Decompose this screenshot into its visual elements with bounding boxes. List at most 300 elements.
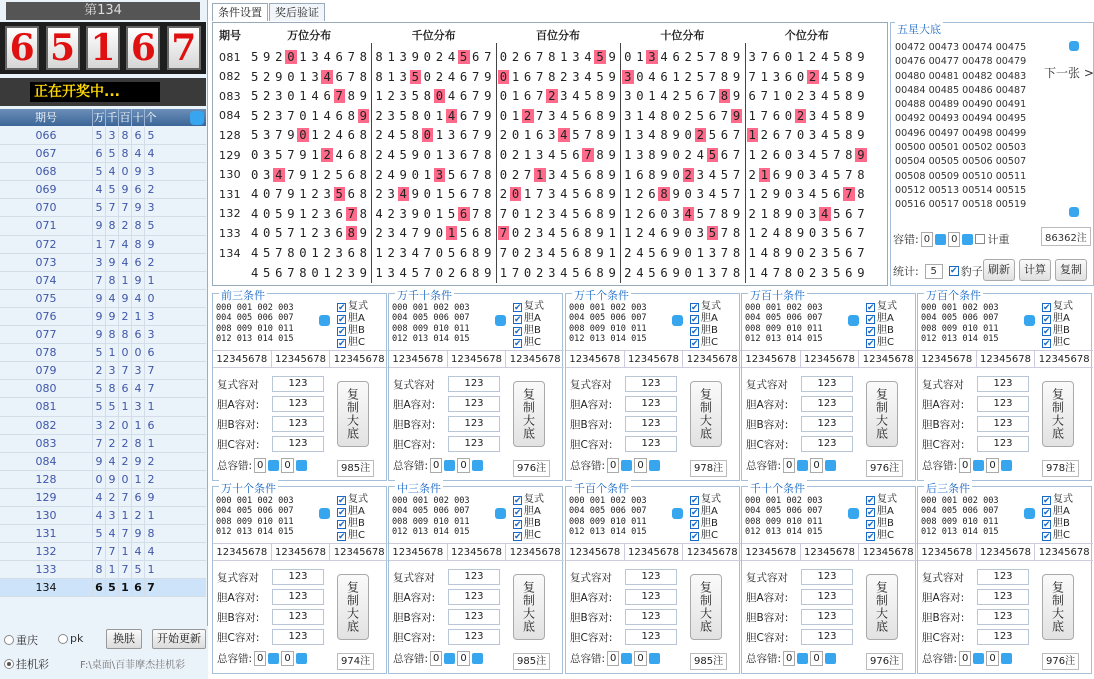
digit-field[interactable]: 12345678: [1038, 547, 1090, 558]
checkbox-icon[interactable]: ✔: [867, 507, 875, 518]
distribution-digit: 7: [772, 265, 781, 280]
history-row[interactable]: [0, 471, 206, 489]
history-period: 075: [35, 291, 57, 305]
digit-field[interactable]: 12345678: [389, 351, 448, 367]
checkbox-icon[interactable]: ✔: [514, 326, 522, 337]
panel-check-item[interactable]: [690, 301, 721, 313]
leopard-checkbox[interactable]: ✔: [949, 266, 958, 276]
total-select-a[interactable]: 0: [607, 651, 619, 666]
dropdown-arrow-icon[interactable]: [649, 653, 660, 664]
tolerance-input[interactable]: 123: [801, 609, 853, 625]
checkbox-icon[interactable]: ✔: [338, 495, 346, 506]
history-digit: 2: [105, 489, 118, 506]
radio-guaji[interactable]: [4, 656, 49, 672]
digit-field[interactable]: 12345678: [333, 547, 385, 558]
tolerance-input[interactable]: 123: [977, 629, 1029, 645]
total-select-b[interactable]: 0: [810, 651, 822, 666]
distribution-digit: 6: [535, 128, 544, 143]
panel-number-list[interactable]: [921, 303, 1031, 345]
copy-button[interactable]: 复制: [1055, 259, 1087, 281]
panel-check-item[interactable]: [1042, 337, 1073, 349]
panel-check-item[interactable]: [690, 506, 721, 518]
digit-field[interactable]: 12345678: [686, 354, 738, 365]
history-row[interactable]: [0, 272, 206, 290]
distribution-digit: 6: [672, 50, 681, 64]
dropdown-arrow-icon[interactable]: [797, 653, 808, 664]
copy-base-button[interactable]: 复制大底: [690, 381, 722, 447]
history-row[interactable]: [0, 525, 206, 543]
panel-number-list[interactable]: [921, 496, 1031, 538]
copy-base-button[interactable]: 复制大底: [690, 574, 722, 640]
panel-check-item[interactable]: [513, 313, 544, 325]
skin-button[interactable]: 换肤: [106, 629, 142, 649]
dropdown-arrow-icon[interactable]: [973, 653, 984, 664]
digit-field[interactable]: 12345678: [333, 354, 385, 365]
copy-base-button[interactable]: 复制大底: [513, 574, 545, 640]
tolerance-input[interactable]: 123: [625, 396, 677, 412]
panel-check-item[interactable]: [690, 313, 721, 325]
checkbox-icon[interactable]: ✔: [1043, 519, 1051, 530]
dropdown-arrow-icon[interactable]: [1001, 653, 1012, 664]
start-update-button[interactable]: 开始更新: [152, 629, 206, 649]
digit-field[interactable]: 12345678: [448, 544, 507, 560]
panel-scroll-icon[interactable]: [495, 508, 506, 519]
total-select-b[interactable]: 0: [810, 458, 822, 473]
distribution-digit: 6: [459, 265, 468, 280]
tolerance-input[interactable]: 123: [977, 589, 1029, 605]
history-row[interactable]: [0, 398, 206, 416]
panel-check-item[interactable]: [1042, 325, 1073, 337]
copy-base-button[interactable]: 复制大底: [866, 574, 898, 640]
digit-field[interactable]: 12345678: [742, 544, 801, 560]
copy-base-button[interactable]: 复制大底: [866, 381, 898, 447]
tolerance-input[interactable]: 123: [977, 609, 1029, 625]
tolerance-input[interactable]: 123: [625, 609, 677, 625]
history-row[interactable]: [0, 326, 206, 344]
panel-check-item[interactable]: [337, 337, 368, 349]
next-page-button[interactable]: 下一张 >: [1044, 66, 1094, 80]
checkbox-icon[interactable]: ✔: [1043, 302, 1051, 313]
dropdown-arrow-icon[interactable]: [649, 460, 660, 471]
tolerance-input[interactable]: 123: [448, 376, 500, 392]
checkbox-icon[interactable]: ✔: [1043, 314, 1051, 325]
scroll-up-icon[interactable]: [1069, 41, 1079, 51]
panel-checkboxes: [690, 301, 721, 349]
digit-field[interactable]: 12345678: [1038, 354, 1090, 365]
history-row[interactable]: [0, 579, 206, 597]
panel-check-item[interactable]: [1042, 494, 1073, 506]
panel-scroll-icon[interactable]: [672, 508, 683, 519]
distribution-digit: 9: [484, 89, 492, 104]
copy-base-button[interactable]: 复制大底: [337, 574, 369, 640]
checkbox-icon[interactable]: ✔: [514, 302, 522, 313]
panel-check-item[interactable]: [1042, 313, 1073, 325]
copy-base-button[interactable]: 复制大底: [337, 381, 369, 447]
tolerance-input[interactable]: 123: [448, 436, 500, 452]
digit-field[interactable]: 12345678: [509, 547, 561, 558]
distribution-digit: 8: [784, 226, 793, 241]
tolerance-input[interactable]: 123: [977, 416, 1029, 432]
digit-field[interactable]: 12345678: [213, 544, 272, 560]
panel-check-item[interactable]: [866, 313, 897, 325]
tolerance-select-b[interactable]: 0: [948, 232, 960, 247]
digit-field[interactable]: 12345678: [801, 544, 860, 560]
dropdown-arrow-icon[interactable]: [296, 460, 307, 471]
tolerance-input[interactable]: 123: [801, 436, 853, 452]
checkbox-icon[interactable]: ✔: [867, 338, 875, 349]
tolerance-select-a[interactable]: 0: [921, 232, 933, 247]
history-row[interactable]: [0, 435, 206, 453]
distribution-digit: 9: [275, 69, 283, 84]
dropdown-arrow-icon[interactable]: [621, 653, 632, 664]
total-select-a[interactable]: 0: [254, 458, 266, 473]
digit-field[interactable]: 12345678: [566, 544, 625, 560]
history-header-col: 万: [93, 111, 105, 124]
total-select-b[interactable]: 0: [634, 651, 646, 666]
tolerance-input[interactable]: 123: [977, 376, 1029, 392]
panel-number-list[interactable]: [216, 303, 326, 345]
tolerance-input[interactable]: 123: [448, 396, 500, 412]
radio-chongqing[interactable]: [4, 632, 38, 648]
panel-check-item[interactable]: [513, 325, 544, 337]
total-select-b[interactable]: 0: [281, 651, 293, 666]
checkbox-icon[interactable]: ✔: [514, 531, 522, 542]
dropdown-arrow-icon[interactable]: [935, 234, 946, 245]
panel-check-item[interactable]: [513, 518, 544, 530]
panel-number-list[interactable]: [569, 496, 679, 538]
panel-scroll-icon[interactable]: [319, 508, 330, 519]
dropdown-arrow-icon[interactable]: [472, 460, 483, 471]
copy-base-button[interactable]: 复制大底: [1042, 381, 1074, 447]
total-select-b[interactable]: 0: [986, 458, 998, 473]
digit-field[interactable]: 12345678: [272, 544, 331, 560]
digit-field[interactable]: 12345678: [862, 547, 914, 558]
history-row[interactable]: [0, 254, 206, 272]
panel-check-item[interactable]: [337, 494, 368, 506]
distribution-digit: 8: [484, 187, 492, 202]
total-select-b[interactable]: 0: [634, 458, 646, 473]
panel-number-row: 008 009 010 011: [216, 323, 294, 334]
checkbox-icon[interactable]: ✔: [338, 507, 346, 518]
distribution-digit: 4: [387, 128, 396, 143]
distribution-digit: 4: [821, 50, 829, 64]
checkbox-icon[interactable]: ✔: [867, 302, 875, 313]
tolerance-input[interactable]: 123: [272, 629, 324, 645]
panel-check-item[interactable]: [513, 494, 544, 506]
panel-scroll-icon[interactable]: [319, 315, 330, 326]
dropdown-arrow-icon[interactable]: [268, 460, 279, 471]
radio-pk[interactable]: [58, 632, 83, 645]
digit-field[interactable]: 12345678: [272, 351, 331, 367]
checkbox-icon[interactable]: ✔: [514, 495, 522, 506]
distribution-digit: 5: [596, 69, 605, 84]
checkbox-icon[interactable]: ✔: [514, 314, 522, 325]
dropdown-arrow-icon[interactable]: [825, 653, 836, 664]
panel-check-item[interactable]: [337, 313, 368, 325]
tolerance-input[interactable]: 123: [977, 396, 1029, 412]
history-row[interactable]: [0, 308, 206, 326]
panel-check-item[interactable]: [1042, 506, 1073, 518]
tolerance-input[interactable]: 123: [272, 416, 324, 432]
history-row[interactable]: [0, 489, 206, 507]
checkbox-icon[interactable]: ✔: [514, 519, 522, 530]
distribution-digit: 1: [624, 128, 632, 143]
digit-group: [745, 226, 869, 240]
dropdown-arrow-icon[interactable]: [621, 460, 632, 471]
history-digit: 4: [105, 290, 118, 307]
history-row[interactable]: [0, 453, 206, 471]
tolerance-input[interactable]: 123: [801, 416, 853, 432]
panel-number-list[interactable]: [216, 496, 326, 538]
total-select-a[interactable]: 0: [959, 651, 971, 666]
tolerance-input[interactable]: 123: [272, 569, 324, 585]
tolerance-input[interactable]: 123: [625, 376, 677, 392]
tolerance-input[interactable]: 123: [272, 376, 324, 392]
panel-scroll-icon[interactable]: [672, 315, 683, 326]
panel-check-item[interactable]: [337, 325, 368, 337]
panel-scroll-icon[interactable]: [848, 315, 859, 326]
tolerance-input[interactable]: 123: [977, 569, 1029, 585]
checkbox-icon[interactable]: ✔: [691, 302, 699, 313]
history-digit: 3: [105, 507, 118, 524]
tolerance-input[interactable]: 123: [625, 569, 677, 585]
checkbox-icon[interactable]: ✔: [1043, 507, 1051, 518]
digit-field[interactable]: 12345678: [389, 544, 448, 560]
panel-check-item[interactable]: [866, 494, 897, 506]
checkbox-icon[interactable]: ✔: [1043, 495, 1051, 506]
checkbox-icon[interactable]: ✔: [1043, 326, 1051, 337]
dropdown-arrow-icon[interactable]: [825, 460, 836, 471]
calculate-button[interactable]: 计算: [1019, 259, 1051, 281]
tolerance-input[interactable]: 123: [625, 416, 677, 432]
dropdown-arrow-icon[interactable]: [797, 460, 808, 471]
digit-field[interactable]: 12345678: [625, 544, 684, 560]
checkbox-icon[interactable]: ✔: [867, 531, 875, 542]
panel-scroll-icon[interactable]: [848, 508, 859, 519]
tolerance-input[interactable]: 123: [801, 396, 853, 412]
checkbox-icon[interactable]: ✔: [867, 495, 875, 506]
total-select-a[interactable]: 0: [959, 458, 971, 473]
history-row[interactable]: [0, 163, 206, 181]
history-scroll-up[interactable]: [190, 111, 204, 125]
history-row[interactable]: [0, 199, 206, 217]
total-select-b[interactable]: 0: [281, 458, 293, 473]
tolerance-input[interactable]: 123: [625, 589, 677, 605]
dropdown-arrow-icon[interactable]: [962, 234, 973, 245]
panel-check-item[interactable]: [866, 301, 897, 313]
checkbox-icon[interactable]: ✔: [514, 507, 522, 518]
panel-check-item[interactable]: [513, 301, 544, 313]
history-row[interactable]: [0, 127, 206, 145]
checkbox-icon[interactable]: ✔: [691, 531, 699, 542]
panel-number-list[interactable]: [745, 496, 855, 538]
history-row[interactable]: [0, 543, 206, 561]
panel-check-item[interactable]: [866, 530, 897, 542]
history-digit: 1: [144, 398, 157, 415]
checkbox-icon[interactable]: ✔: [691, 326, 699, 337]
dropdown-arrow-icon[interactable]: [296, 653, 307, 664]
total-select-a[interactable]: 0: [254, 651, 266, 666]
panel-number-row: 008 009 010 011: [745, 323, 823, 334]
copy-base-button[interactable]: 复制大底: [1042, 574, 1074, 640]
panel-check-item[interactable]: [690, 494, 721, 506]
history-row[interactable]: [0, 236, 206, 254]
panel-check-item[interactable]: [690, 530, 721, 542]
panel-check-item[interactable]: [513, 337, 544, 349]
checkbox-icon[interactable]: ✔: [1043, 338, 1051, 349]
history-row[interactable]: [0, 145, 206, 163]
dropdown-arrow-icon[interactable]: [444, 460, 455, 471]
history-row[interactable]: [0, 417, 206, 435]
tolerance-input[interactable]: 123: [801, 629, 853, 645]
checkbox-icon[interactable]: ✔: [691, 314, 699, 325]
panel-check-item[interactable]: [1042, 530, 1073, 542]
panel-check-item[interactable]: [337, 530, 368, 542]
tab-verify[interactable]: 奖后验证: [269, 3, 325, 21]
checkbox-icon[interactable]: ✔: [514, 338, 522, 349]
panel-check-item[interactable]: [337, 518, 368, 530]
dropdown-arrow-icon[interactable]: [268, 653, 279, 664]
digit-field[interactable]: 12345678: [448, 351, 507, 367]
total-select-a[interactable]: 0: [783, 458, 795, 473]
panel-check-item[interactable]: [337, 301, 368, 313]
digit-field[interactable]: 12345678: [918, 544, 977, 560]
history-row[interactable]: [0, 217, 206, 235]
tolerance-input[interactable]: 123: [272, 436, 324, 452]
panel-check-item[interactable]: [513, 530, 544, 542]
panel-check-item[interactable]: [1042, 518, 1073, 530]
checkbox-icon[interactable]: ✔: [867, 314, 875, 325]
tolerance-input[interactable]: 123: [448, 629, 500, 645]
tolerance-input[interactable]: 123: [977, 436, 1029, 452]
distribution-digit: 3: [821, 265, 829, 280]
dropdown-arrow-icon[interactable]: [444, 653, 455, 664]
checkbox-icon[interactable]: ✔: [867, 326, 875, 337]
panel-check-item[interactable]: [866, 337, 897, 349]
checkbox-icon[interactable]: ✔: [691, 338, 699, 349]
digit-field[interactable]: 12345678: [213, 351, 272, 367]
panel-check-item[interactable]: [513, 506, 544, 518]
distribution-digit: 8: [845, 128, 853, 143]
recount-checkbox[interactable]: [975, 234, 985, 244]
total-select-a[interactable]: 0: [783, 651, 795, 666]
tolerance-input[interactable]: 123: [448, 609, 500, 625]
tolerance-input[interactable]: 123: [801, 569, 853, 585]
dropdown-arrow-icon[interactable]: [1001, 460, 1012, 471]
history-row[interactable]: [0, 290, 206, 308]
history-row[interactable]: [0, 561, 206, 579]
distribution-digit: 5: [250, 69, 259, 84]
total-select-a[interactable]: 0: [607, 458, 619, 473]
checkbox-icon[interactable]: ✔: [691, 507, 699, 518]
checkbox-icon[interactable]: ✔: [691, 495, 699, 506]
distribution-digit: 8: [596, 128, 605, 143]
panel-title: 万十个条件: [221, 482, 276, 495]
digit-field[interactable]: 12345678: [977, 544, 1036, 560]
panel-check-item[interactable]: [866, 518, 897, 530]
total-select-a[interactable]: 0: [430, 458, 442, 473]
panel-check-item[interactable]: [690, 518, 721, 530]
total-select-b[interactable]: 0: [457, 651, 469, 666]
history-row[interactable]: [0, 181, 206, 199]
checkbox-icon[interactable]: ✔: [338, 519, 346, 530]
panel-check-item[interactable]: [1042, 301, 1073, 313]
panel-check-item[interactable]: [866, 325, 897, 337]
total-select-a[interactable]: 0: [430, 651, 442, 666]
tolerance-input[interactable]: 123: [448, 589, 500, 605]
checkbox-icon[interactable]: ✔: [867, 519, 875, 530]
checkbox-icon[interactable]: ✔: [691, 519, 699, 530]
digit-field[interactable]: 12345678: [686, 547, 738, 558]
panel-number-list[interactable]: [392, 303, 502, 345]
digit-field[interactable]: 12345678: [509, 354, 561, 365]
digit-field[interactable]: 12345678: [918, 351, 977, 367]
checkbox-icon[interactable]: ✔: [1043, 531, 1051, 542]
refresh-button[interactable]: 刷新: [983, 259, 1015, 281]
panel-scroll-icon[interactable]: [1024, 508, 1035, 519]
panel-number-list[interactable]: [392, 496, 502, 538]
digit-field[interactable]: 12345678: [862, 354, 914, 365]
panel-check-item[interactable]: [866, 506, 897, 518]
total-select-b[interactable]: 0: [986, 651, 998, 666]
panel-scroll-icon[interactable]: [1024, 315, 1035, 326]
tab-conditions[interactable]: 条件设置: [212, 3, 268, 21]
digit-field[interactable]: 12345678: [742, 351, 801, 367]
checkbox-icon[interactable]: ✔: [338, 302, 346, 313]
distribution-digit: 7: [423, 265, 432, 280]
panel-check-item[interactable]: [337, 506, 368, 518]
history-row[interactable]: [0, 380, 206, 398]
panel-scroll-icon[interactable]: [495, 315, 506, 326]
panel-check-item[interactable]: [690, 337, 721, 349]
scroll-down-icon[interactable]: [1069, 207, 1079, 217]
panel-check-item[interactable]: [690, 325, 721, 337]
digit-field[interactable]: 12345678: [566, 351, 625, 367]
tolerance-input[interactable]: 123: [801, 589, 853, 605]
dropdown-arrow-icon[interactable]: [472, 653, 483, 664]
checkbox-icon[interactable]: ✔: [338, 338, 346, 349]
tolerance-input[interactable]: 123: [272, 589, 324, 605]
digit-field[interactable]: 12345678: [977, 351, 1036, 367]
history-row[interactable]: [0, 507, 206, 525]
tolerance-input[interactable]: 123: [272, 609, 324, 625]
panel-number-list[interactable]: [745, 303, 855, 345]
checkbox-icon[interactable]: ✔: [338, 314, 346, 325]
copy-base-button[interactable]: 复制大底: [513, 381, 545, 447]
digit-field[interactable]: 12345678: [625, 351, 684, 367]
tolerance-input[interactable]: 123: [801, 376, 853, 392]
total-select-b[interactable]: 0: [457, 458, 469, 473]
distribution-digit: 8: [411, 108, 420, 123]
tolerance-input[interactable]: 123: [272, 396, 324, 412]
panel-number-list[interactable]: [569, 303, 679, 345]
history-row[interactable]: [0, 344, 206, 362]
checkbox-icon[interactable]: ✔: [338, 326, 346, 337]
tolerance-input[interactable]: 123: [448, 416, 500, 432]
distribution-digit: 3: [548, 167, 556, 182]
distribution-digit: 6: [660, 265, 669, 280]
dropdown-arrow-icon[interactable]: [973, 460, 984, 471]
distribution-digit: 7: [287, 226, 295, 241]
checkbox-icon[interactable]: ✔: [338, 531, 346, 542]
tolerance-input[interactable]: 123: [625, 629, 677, 645]
digit-field[interactable]: 12345678: [801, 351, 860, 367]
distribution-digit: 1: [375, 89, 383, 104]
stat-input[interactable]: 5: [925, 264, 943, 279]
tolerance-input[interactable]: 123: [448, 569, 500, 585]
history-row[interactable]: [0, 362, 206, 380]
tolerance-input[interactable]: 123: [625, 436, 677, 452]
